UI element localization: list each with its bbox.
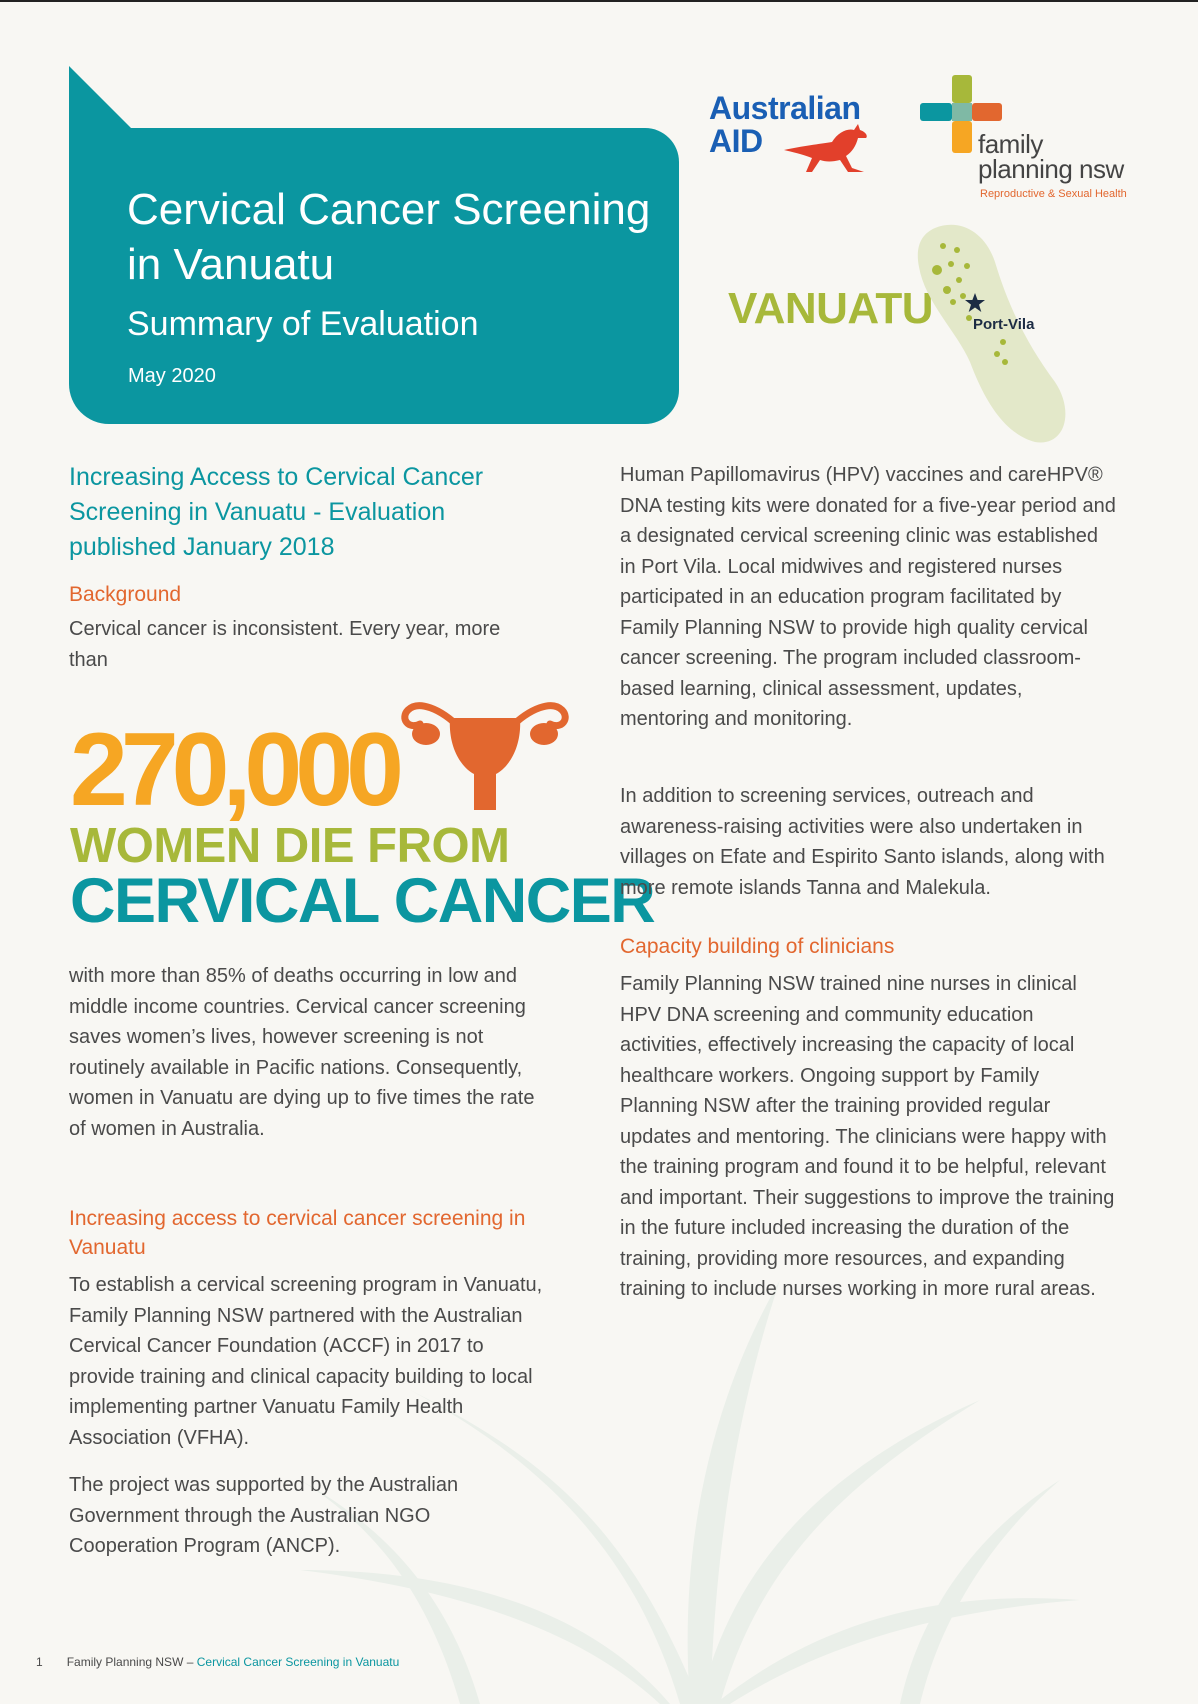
australian-aid-logo-line2: AID <box>709 123 763 159</box>
outreach-paragraph: In addition to screening services, outreach and awareness-raising activities were also undertaken in villages on Efate and Espirito Santo islands, along with more remote islands Tanna and Malekula. <box>620 785 1105 899</box>
background-paragraph: with more than 85% of deaths occurring in low and middle income countries. Cervical cancer screening saves women’s lives, however screening is not routinely available in Pacific nations. Consequently, women in Vanuatu are dying up to five times the rate of women in Australia. <box>69 965 535 1140</box>
stat-line-cervical-cancer: CERVICAL CANCER <box>70 866 655 936</box>
kangaroo-icon <box>782 120 872 180</box>
document-title: Cervical Cancer Screening in Vanuatu <box>127 185 651 289</box>
family-planning-logo <box>978 129 1124 184</box>
family-planning-logo-line2: planning nsw <box>978 154 1124 184</box>
document-date: May 2020 <box>128 365 216 387</box>
capacity-heading: Capacity building of clinicians <box>620 935 895 958</box>
page-number: 1 <box>36 1655 43 1669</box>
australian-aid-logo-line1: Australian <box>709 90 861 126</box>
vanuatu-map <box>915 222 1075 447</box>
stat-line-women: WOMEN DIE FROM <box>70 819 510 873</box>
evaluation-heading: Increasing Access to Cervical Cancer Screening in Vanuatu - Evaluation published January 2018 <box>69 463 484 561</box>
page-footer <box>36 1655 399 1669</box>
family-planning-logo-line1: family <box>978 129 1043 159</box>
vanuatu-label: VANUATU <box>728 284 934 333</box>
top-border <box>0 0 1198 2</box>
title-box-notch <box>69 66 131 128</box>
background-intro: Cervical cancer is inconsistent. Every year, more than <box>69 618 501 671</box>
access-paragraph-2: The project was supported by the Australian Government through the Australian NGO Cooperation Program (ANCP). <box>69 1474 459 1557</box>
document-subtitle: Summary of Evaluation <box>127 305 479 343</box>
uterus-icon <box>400 688 570 813</box>
access-heading: Increasing access to cervical cancer screening in Vanuatu <box>69 1207 526 1259</box>
access-paragraph-1: To establish a cervical screening program in Vanuatu, Family Planning NSW partnered with the Australian Cervical Cancer Foundation (ACCF) in 2017 to provide training and clinical capacity building to local implementing partner Vanuatu Family Health Association (VFHA). <box>69 1274 543 1449</box>
footer-doc-title: Cervical Cancer Screening in Vanuatu <box>196 1655 400 1669</box>
capacity-paragraph: Family Planning NSW trained nine nurses in clinical HPV DNA screening and community education activities, effectively increasing the capacity of local healthcare workers. Ongoing support by Family Planning NSW after the training provided regular updates and mentoring. The clinicians were happy with the training program and found it to be helpful, relevant and important. Their suggestions to improve the training in the future included increasing the duration of the training, providing more resources, and expanding training to include nurses working in more rural areas. <box>620 973 1115 1300</box>
death-count-stat: 270,000 <box>70 712 397 828</box>
program-paragraph: Human Papillomavirus (HPV) vaccines and careHPV® DNA testing kits were donated for a five-year period and a designated cervical screening clinic was established in Port Vila. Local midwives and registered nurses participated in an education program facilitated by Family Planning NSW to provide high quality cervical cancer screening. The program included classroom-based learning, clinical assessment, updates, mentoring and monitoring. <box>620 464 1116 730</box>
port-vila-label: Port-Vila <box>973 316 1035 333</box>
footer-org: Family Planning NSW – <box>66 1655 197 1669</box>
background-heading: Background <box>69 583 182 606</box>
family-planning-tagline: Reproductive & Sexual Health <box>980 188 1127 200</box>
capital-star-icon <box>964 292 986 314</box>
